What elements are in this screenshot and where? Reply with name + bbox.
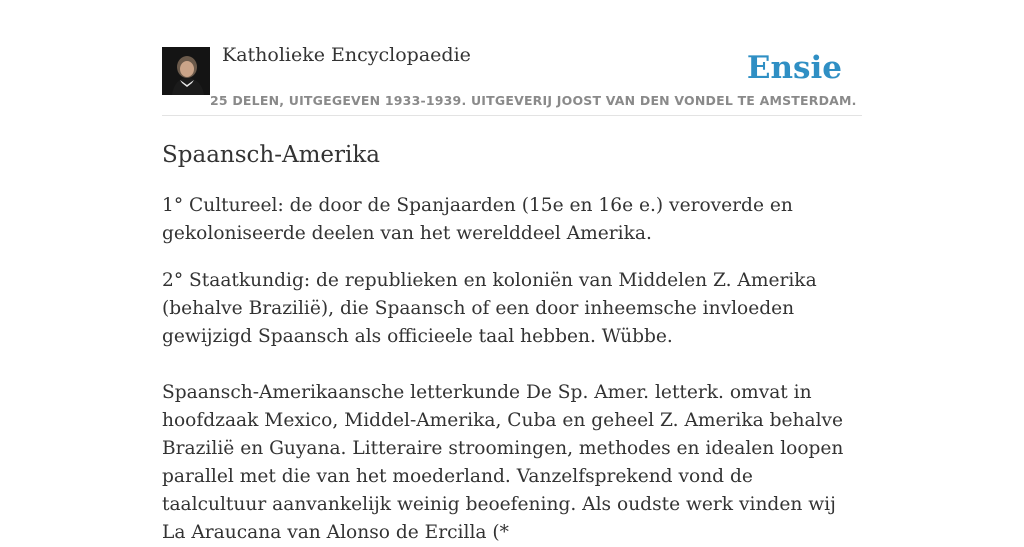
article-paragraph: 1° Cultureel: de door de Spanjaarden (15e en 16e e.) veroverde en gekoloniseerde deelen van het werelddeel Amerika. xyxy=(162,195,793,244)
brand-logo-link[interactable]: Ensie xyxy=(746,50,842,86)
avatar[interactable] xyxy=(162,47,210,95)
site-header xyxy=(162,0,862,116)
page xyxy=(162,0,862,543)
article-title: Spaansch-Amerika xyxy=(162,142,381,168)
portrait-icon xyxy=(162,47,210,95)
publication-subtitle: 25 DELEN, UITGEGEVEN 1933-1939. UITGEVERIJ JOOST VAN DEN VONDEL TE AMSTERDAM. xyxy=(210,93,857,108)
article-paragraph: Spaansch-Amerikaansche letterkunde De Sp. Amer. letterk. omvat in hoofdzaak Mexico, Middel-Amerika, Cuba en geheel Z. Amerika behalve Brazilië en Guyana. Litteraire stroomingen, methodes en idealen loopen parallel met die van het moederland. Vanzelfsprekend vond de taalcultuur aanvankelijk weinig beoefening. Als oudste werk vinden wij La Araucana van Alonso de Ercilla (* xyxy=(162,382,844,543)
publication-title[interactable]: Katholieke Encyclopaedie xyxy=(222,44,471,66)
article-paragraph: 2° Staatkundig: de republieken en koloniën van Middelen Z. Amerika (behalve Brazilië), die Spaansch of een door inheemsche invloeden gewijzigd Spaansch als officieele taal hebben. Wübbe. xyxy=(162,270,817,347)
